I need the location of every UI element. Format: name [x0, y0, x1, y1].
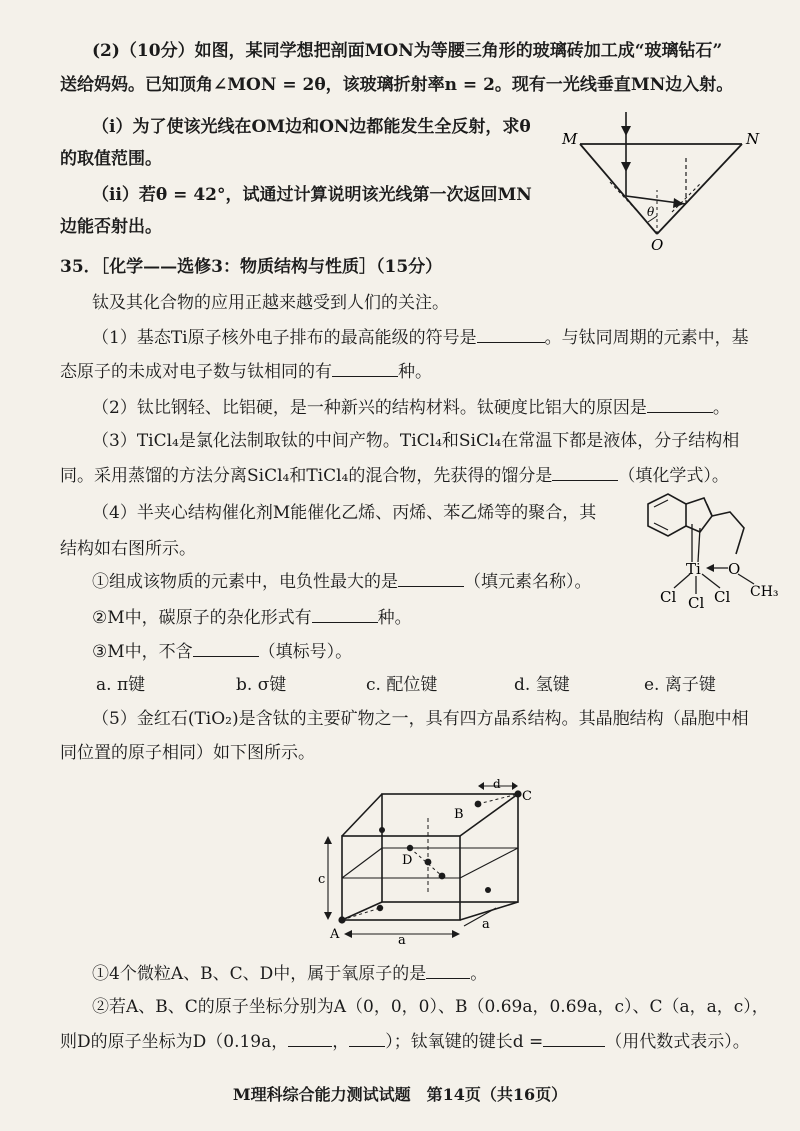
chem-q5-2: ②若A、B、C的原子坐标分别为A（0，0，0）、B（0.69a，0.69a，c）、C（a，a，c）， [92, 997, 769, 1017]
answer-blank [477, 326, 545, 343]
cell-a-length-side: a [482, 917, 490, 932]
chem-q3-b: 同。采用蒸馏的方法分离SiCl₄和TiCl₄的混合物，先获得的馏分是 [60, 466, 553, 486]
answer-blank [552, 464, 618, 481]
chem-q1-b: 。与钛同周期的元素中，基 [544, 328, 749, 348]
answer-blank [193, 640, 259, 657]
mol-cl3: Cl [714, 588, 731, 606]
mol-o: O [728, 560, 741, 578]
cell-b-point: B [454, 807, 464, 822]
cell-d-length: d [493, 778, 501, 791]
answer-blank [349, 1030, 385, 1047]
chem-q4-1 [92, 570, 592, 593]
chem-q5-b: 同位置的原子相同）如下图所示。 [60, 743, 315, 763]
chem-q5-1a: ①4个微粒A、B、C、D中，属于氧原子的是 [92, 964, 427, 984]
answer-blank [312, 606, 378, 623]
chem-q4-1b: （填元素名称）。 [464, 572, 592, 592]
option-b: b. σ键 [236, 675, 287, 695]
answer-blank [288, 1030, 332, 1047]
physics-q2-ii-a: （ⅱ）若θ = 42°，试通过计算说明该光线第一次返回MN [92, 185, 532, 205]
chem-q4-b: 结构如右图所示。 [60, 539, 196, 559]
physics-q2-cont: 送给妈妈。已知顶角∠MON = 2θ，该玻璃折射率n = 2。现有一光线垂直MN边入射。 [60, 75, 734, 95]
physics-q2-i-b: 的取值范围。 [60, 149, 162, 169]
chem-q5-3 [60, 1030, 780, 1053]
cell-a-point: A [330, 927, 340, 942]
answer-blank [647, 396, 713, 413]
chem-q5-3c: ）；钛氧键的键长d = [385, 1032, 544, 1052]
option-e: e. 离子键 [644, 675, 716, 695]
answer-blank [332, 360, 398, 377]
chem-intro: 钛及其化合物的应用正越来越受到人们的关注。 [92, 293, 449, 313]
option-c: c. 配位键 [366, 675, 438, 695]
chem-q5-3b: ， [332, 1032, 350, 1052]
chem-q4-2 [92, 606, 572, 629]
unit-cell-figure [318, 778, 548, 948]
physics-q2-head: (2)（10分）如图，某同学想把剖面MON为等腰三角形的玻璃砖加工成“玻璃钻石” [92, 41, 723, 61]
physics-q2-ii-b: 边能否射出。 [60, 217, 162, 237]
molecule-figure [626, 488, 786, 614]
answer-blank [543, 1030, 605, 1047]
chem-q2-b: 。 [712, 398, 730, 418]
answer-blank [398, 570, 464, 587]
chem-q1-line2 [60, 360, 780, 383]
chem-q1-d: 种。 [398, 362, 432, 382]
chem-q4-2a: ②M中，碳原子的杂化形式有 [92, 608, 312, 628]
mol-ch3: CH₃ [750, 584, 779, 600]
chem-q5-3d: （用代数式表示）。 [605, 1032, 750, 1052]
chem-title: 35．［化学——选修3：物质结构与性质］（15分） [60, 257, 443, 277]
chem-q5-1b: 。 [470, 964, 488, 984]
cell-d-point: D [402, 853, 413, 868]
option-a: a. π键 [96, 675, 146, 695]
label-m: M [562, 130, 578, 148]
chem-q5-3a: 则D的原子坐标为D（0.19a， [60, 1032, 289, 1052]
chem-q5-1 [92, 962, 800, 985]
chem-q4-2b: 种。 [377, 608, 412, 628]
mol-ti: Ti [686, 560, 701, 578]
prism-figure [560, 104, 760, 254]
label-n: N [746, 130, 760, 148]
label-o: O [651, 236, 664, 254]
chem-q4-a: （4）半夹心结构催化剂M能催化乙烯、丙烯、苯乙烯等的聚合，其 [92, 503, 597, 523]
chem-q5-a: （5）金红石(TiO₂)是含钛的主要矿物之一，具有四方晶系结构。其晶胞结构（晶胞中相 [92, 709, 749, 729]
chem-q1-line1 [92, 326, 800, 349]
label-theta: θ [647, 205, 655, 219]
page-footer: M理科综合能力测试试题 第14页（共16页） [232, 1085, 568, 1104]
chem-q2-a: （2）钛比钢轻、比铝硬，是一种新兴的结构材料。钛硬度比铝大的原因是 [92, 398, 647, 418]
answer-blank [426, 962, 470, 979]
chem-q3-a: （3）TiCl₄是氯化法制取钛的中间产物。TiCl₄和SiCl₄在常温下都是液体，分子结构相 [92, 431, 740, 451]
chem-q3-c: （填化学式）。 [618, 466, 729, 486]
chem-q1-c: 态原子的未成对电子数与钛相同的有 [60, 362, 332, 382]
chem-q4-3b: （填标号）。 [258, 642, 353, 662]
chem-q2-line [92, 396, 800, 419]
chem-q1-a: （1）基态Ti原子核外电子排布的最高能级的符号是 [92, 328, 477, 348]
cell-a-length-bottom: a [398, 933, 406, 948]
option-d: d. 氢键 [514, 675, 570, 695]
cell-c-length: c [318, 872, 326, 887]
mol-cl2: Cl [688, 594, 705, 612]
chem-q4-1a: ①组成该物质的元素中，电负性最大的是 [92, 572, 398, 592]
chem-q4-3a: ③M中，不含 [92, 642, 193, 662]
chem-q3-line2 [60, 464, 780, 487]
mol-cl1: Cl [660, 588, 677, 606]
physics-q2-i-a: （ⅰ）为了使该光线在OM边和ON边都能发生全反射，求θ [92, 117, 531, 137]
chem-q4-3 [92, 640, 572, 663]
cell-c-point: C [522, 789, 532, 804]
